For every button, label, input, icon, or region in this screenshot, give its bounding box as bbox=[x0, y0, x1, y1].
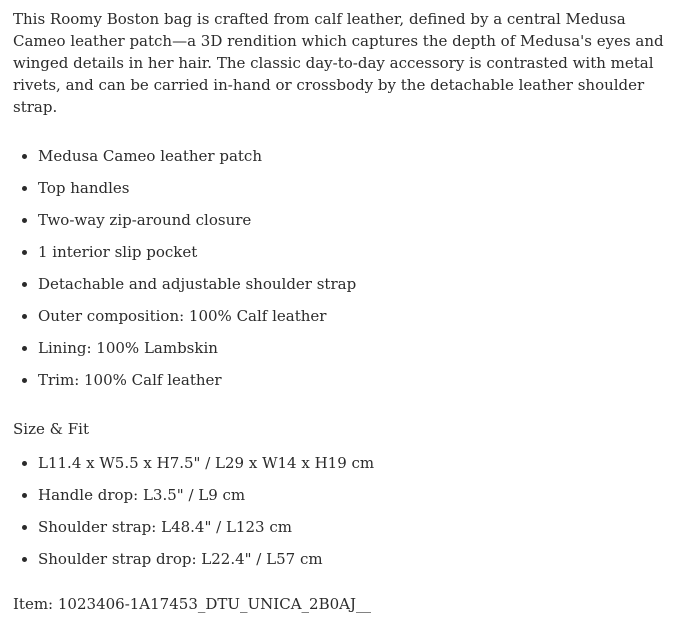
size-fit-list bbox=[13, 452, 668, 570]
size-fit-item: • L11.4 x W5.5 x H7.5" / L29 x W14 x H19 cm bbox=[38, 452, 668, 474]
feature-item: • 1 interior slip pocket bbox=[38, 241, 668, 263]
size-fit-heading: Size & Fit bbox=[13, 420, 89, 438]
item-line bbox=[13, 593, 668, 615]
size-fit-item: • Handle drop: L3.5" / L9 cm bbox=[38, 484, 668, 506]
item-code: 1023406-1A17453_DTU_UNICA_2B0AJ__ bbox=[57, 595, 371, 613]
product-description: This Roomy Boston bag is crafted from calf leather, defined by a central Medusa Cameo leather patch—a 3D rendition which captures the depth of Medusa's eyes and winged details in her hair. The classic day-to-day accessory is contrasted with metal rivets, and can be carried in-hand or crossbody by the detachable leather shoulder strap. bbox=[13, 10, 664, 116]
feature-item: • Medusa Cameo leather patch bbox=[38, 145, 668, 167]
feature-item: • Top handles bbox=[38, 177, 668, 199]
product-details-section bbox=[13, 8, 668, 615]
feature-item: • Lining: 100% Lambskin bbox=[38, 337, 668, 359]
feature-item: • Trim: 100% Calf leather bbox=[38, 369, 668, 391]
features-list bbox=[13, 145, 668, 391]
size-fit-item: • Shoulder strap: L48.4" / L123 cm bbox=[38, 516, 668, 538]
feature-item: • Outer composition: 100% Calf leather bbox=[38, 305, 668, 327]
size-fit-item: • Shoulder strap drop: L22.4" / L57 cm bbox=[38, 548, 668, 570]
feature-item: • Detachable and adjustable shoulder strap bbox=[38, 273, 668, 295]
item-label: Item: bbox=[13, 595, 54, 613]
feature-item: • Two-way zip-around closure bbox=[38, 209, 668, 231]
